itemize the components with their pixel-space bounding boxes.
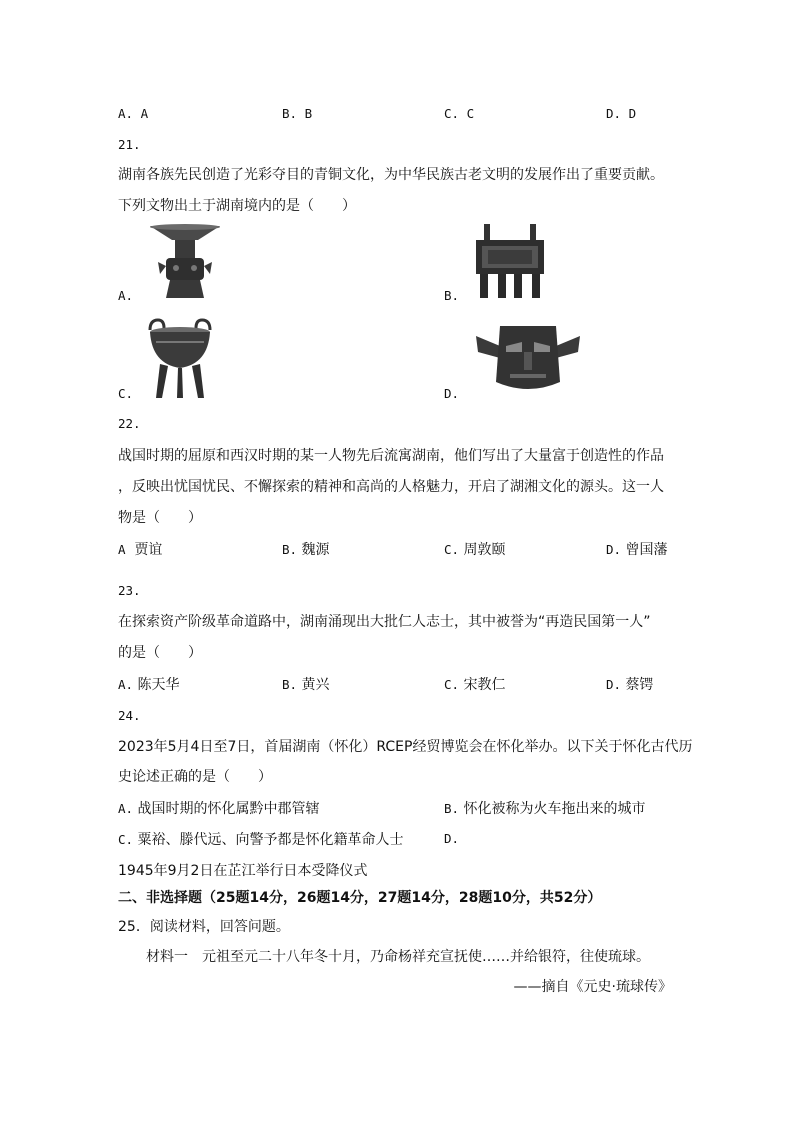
q24-option-d-text: 1945年9月2日在芷江举行日本受降仪式 bbox=[118, 863, 368, 879]
q24-option-d: D. bbox=[444, 831, 460, 846]
bronze-mask-icon bbox=[474, 322, 582, 396]
q25-material1: 材料一 元祖至元二十八年冬十月，乃命杨祥充宣抚使……并给银符，往使琉球。 bbox=[146, 949, 650, 965]
q23-option-d: D. 蔡锷 bbox=[606, 677, 654, 693]
q21-option-b-label: B. bbox=[444, 288, 460, 303]
q23-number: 23. bbox=[118, 583, 141, 598]
q23-stem-line2: 的是（ ） bbox=[118, 645, 202, 661]
q23-option-c: C. 宋教仁 bbox=[444, 677, 506, 693]
q22-number: 22. bbox=[118, 416, 141, 431]
q22-stem-line2: ，反映出忧国忧民、不懈探索的精神和高尚的人格魅力，开启了湖湘文化的源头。这一人 bbox=[118, 479, 664, 495]
q22-option-c: C. 周敦颐 bbox=[444, 542, 506, 558]
q24-stem-line2: 史论述正确的是（ ） bbox=[118, 769, 272, 785]
q20-option-a: A. A bbox=[118, 106, 149, 121]
q24-option-c: C. 粟裕、滕代远、向警予都是怀化籍革命人士 bbox=[118, 832, 404, 848]
q21-option-d-label: D. bbox=[444, 386, 460, 401]
q24-stem-line1: 2023年5月4日至7日，首届湖南（怀化）RCEP经贸博览会在怀化举办。以下关于怀化古代历 bbox=[118, 739, 693, 755]
q25-number-line: 25．阅读材料，回答问题。 bbox=[118, 919, 290, 935]
bronze-square-ding-icon bbox=[472, 222, 548, 300]
q22-option-a: A 贾谊 bbox=[118, 542, 163, 558]
q21-option-c-label: C. bbox=[118, 386, 134, 401]
q21-stem-line1: 湖南各族先民创造了光彩夺目的青铜文化，为中华民族古老文明的发展作出了重要贡献。 bbox=[118, 167, 664, 183]
q23-option-a: A. 陈天华 bbox=[118, 677, 180, 693]
q24-number: 24. bbox=[118, 708, 141, 723]
q21-stem-line2: 下列文物出土于湖南境内的是（ ） bbox=[118, 198, 356, 214]
q24-option-a: A. 战国时期的怀化属黔中郡管辖 bbox=[118, 801, 320, 817]
q22-option-b: B. 魏源 bbox=[282, 542, 330, 558]
q20-option-b: B. B bbox=[282, 106, 313, 121]
q20-option-d: D. D bbox=[606, 106, 637, 121]
q22-stem-line1: 战国时期的屈原和西汉时期的某一人物先后流寓湖南，他们写出了大量富于创造性的作品 bbox=[118, 448, 664, 464]
section-title: 二、非选择题（25题14分，26题14分，27题14分，28题10分，共52分） bbox=[118, 890, 602, 906]
q22-option-d: D. 曾国藩 bbox=[606, 542, 668, 558]
q25-source: ——摘自《元史·琉球传》 bbox=[513, 979, 672, 995]
bronze-round-ding-icon bbox=[146, 318, 214, 400]
bronze-zun-vessel-icon bbox=[148, 222, 222, 300]
q21-option-a-label: A. bbox=[118, 288, 134, 303]
q21-number: 21. bbox=[118, 137, 141, 152]
q23-stem-line1: 在探索资产阶级革命道路中，湖南涌现出大批仁人志士，其中被誉为“再造民国第一人” bbox=[118, 614, 651, 630]
q22-stem-line3: 物是（ ） bbox=[118, 510, 202, 526]
q24-option-b: B. 怀化被称为火车拖出来的城市 bbox=[444, 801, 646, 817]
q20-option-c: C. C bbox=[444, 106, 475, 121]
q23-option-b: B. 黄兴 bbox=[282, 677, 330, 693]
